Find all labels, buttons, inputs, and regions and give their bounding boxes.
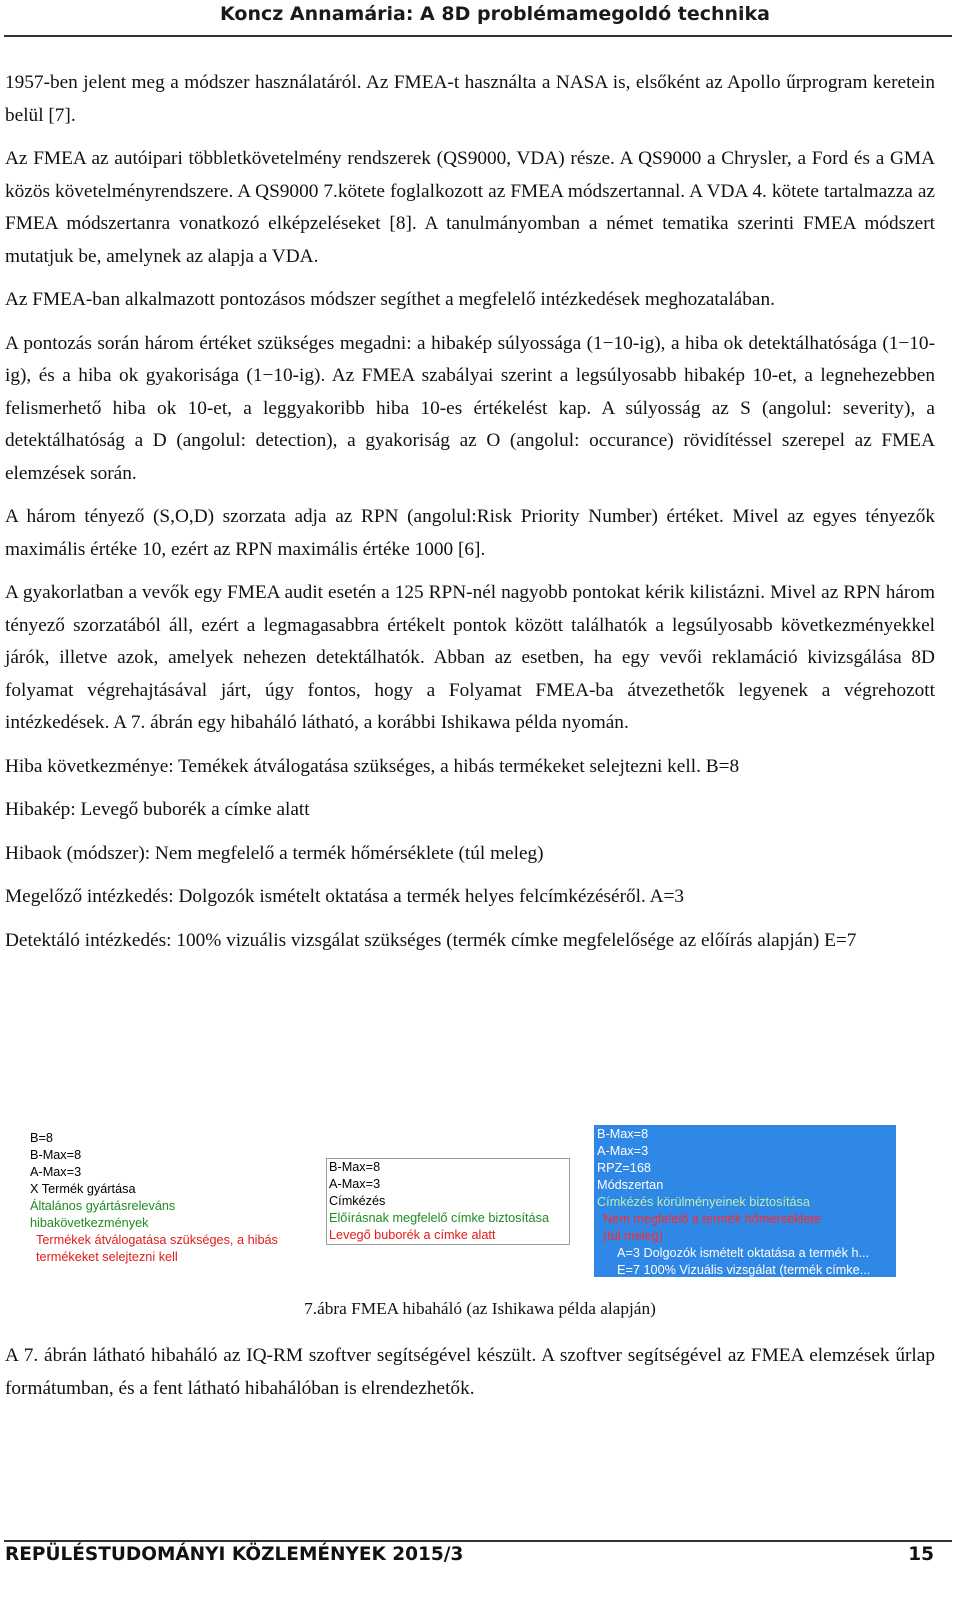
- box1-line: B=8: [30, 1131, 53, 1145]
- box1-line: Termékek átválogatása szükséges, a hibás: [36, 1233, 278, 1247]
- paragraph: Megelőző intézkedés: Dolgozók ismételt oktatása a termék helyes felcímkézéséről. A=3: [5, 886, 685, 907]
- box1-line: termékeket selejtezni kell: [36, 1250, 178, 1264]
- box3-line: E=7 100% Vizuális vizsgálat (termék címke...: [617, 1263, 871, 1277]
- box1-line: Általános gyártásreleváns: [30, 1199, 176, 1213]
- box2-line: Előírásnak megfelelő címke biztosítása: [329, 1211, 550, 1225]
- box3-line: Nem megfelelő a termék hőmérséklete: [603, 1212, 821, 1226]
- box3-line: A-Max=3: [597, 1144, 649, 1158]
- figure-caption: 7.ábra FMEA hibaháló (az Ishikawa példa alapján): [304, 1299, 656, 1318]
- footer-rule: [4, 1540, 952, 1542]
- box3-line: A=3 Dolgozók ismételt oktatása a termék h...: [617, 1246, 870, 1260]
- article-body: [5, 67, 935, 957]
- box1-line: B-Max=8: [30, 1148, 82, 1162]
- failure-effect-box: [30, 1130, 310, 1266]
- paragraph: Hibakép: Levegő buborék a címke alatt: [5, 799, 310, 820]
- paragraph: Az FMEA az autóipari többletkövetelmény rendszerek (QS9000, VDA) része. A QS9000 a Chrysler, a Ford és a GMA közös követelményrendszere. A QS9000 7.kötete foglalkozott az FMEA módszertannal. A VDA 4. kötete tartalmazza az FMEA módszertanra vonatkozó elképzeléseket [8]. A tanulmányomban a német tematika szerinti FMEA módszert mutatjuk be, amelynek az alapja a VDA.: [5, 148, 935, 267]
- box1-line: A-Max=3: [30, 1165, 82, 1179]
- paragraph: Detektáló intézkedés: 100% vizuális vizsgálat szükséges (termék címke megfelelősége az előírás alapján) E=7: [5, 929, 857, 951]
- box3-line: B-Max=8: [597, 1127, 649, 1141]
- box2-line: Levegő buborék a címke alatt: [329, 1228, 496, 1242]
- paragraph: 1957-ben jelent meg a módszer használatáról. Az FMEA-t használta a NASA is, elsőként az Apollo űrprogram keretein belül [7].: [5, 72, 935, 126]
- failure-cause-box: [594, 1125, 896, 1277]
- journal-name: REPÜLÉSTUDOMÁNYI KÖZLEMÉNYEK 2015/3: [5, 1544, 464, 1565]
- paragraph: A 7. ábrán látható hibaháló az IQ-RM szoftver segítségével készült. A szoftver segítségével az FMEA elemzések űrlap formátumban, és a fent látható hibahálóban is elrendezhetők.: [5, 1345, 935, 1399]
- paragraph: A három tényező (S,O,D) szorzata adja az RPN (angolul:Risk Priority Number) értéket. Mivel az egyes tényezők maximális értéke 10, ezért az RPN maximális értéke 1000 [6].: [5, 506, 935, 560]
- paragraph: Hiba következménye: Temékek átválogatása szükséges, a hibás termékeket selejtezni kell. B=8: [5, 755, 740, 777]
- box3-line: RPZ=168: [597, 1161, 651, 1175]
- box2-line: B-Max=8: [329, 1160, 381, 1174]
- page-number: 15: [908, 1544, 934, 1565]
- box1-line: hibakövetkezmények: [30, 1216, 149, 1230]
- paragraph: A gyakorlatban a vevők egy FMEA audit esetén a 125 RPN-nél nagyobb pontokat kérik kilistázni. Mivel az RPN három tényező szorzatából áll, ezért a legmagasabbra értékelt pontok között találhatók a legsúlyosabb következményekkel járók, illetve azok, amelyek nehezen detektálhatók. Abban az esetben, ha egy vevői reklamáció kivizsgálása 8D folyamat végrehajtásával járt, úgy fontos, hogy a Folyamat FMEA-ba átvezethetők legyenek a végrehozott intézkedések. A 7. ábrán egy hibaháló látható, a korábbi Ishikawa példa nyomán.: [5, 582, 935, 733]
- paragraph: Az FMEA-ban alkalmazott pontozásos módszer segíthet a megfelelő intézkedések meghozatalában.: [5, 289, 775, 310]
- header-rule: [4, 35, 952, 37]
- fmea-failure-net-figure: [30, 1125, 910, 1278]
- box3-line: Módszertan: [597, 1178, 664, 1192]
- paragraph: A pontozás során három értéket szükséges megadni: a hibakép súlyossága (1−10-ig), a hiba ok detektálhatósága (1−10-ig), és a hiba ok gyakorisága (1−10-ig). Az FMEA szabályai szerint a legsúlyosabb hibakép 10-et, a legnehezebben felismerhető hiba ok 10-et, a leggyakoribb hiba 10-es értékelést kap. A súlyosság az S (angolul: severity), a detektálhatóság a D (angolul: detection), a gyakoriság az O (angolul: occurance) rövidítéssel szerepel az FMEA elemzések során.: [5, 332, 935, 484]
- failure-mode-box: [326, 1158, 570, 1245]
- box1-line: X Termék gyártása: [30, 1182, 136, 1196]
- paragraph: Hibaok (módszer): Nem megfelelő a termék hőmérséklete (túl meleg): [5, 842, 544, 864]
- running-header: Koncz Annamária: A 8D problémamegoldó technika: [220, 3, 770, 25]
- box2-line: A-Max=3: [329, 1177, 381, 1191]
- box3-line: (túl meleg): [603, 1229, 663, 1243]
- box2-line: Címkézés: [329, 1194, 386, 1208]
- box3-line: Címkézés körülményeinek biztosítása: [597, 1195, 810, 1209]
